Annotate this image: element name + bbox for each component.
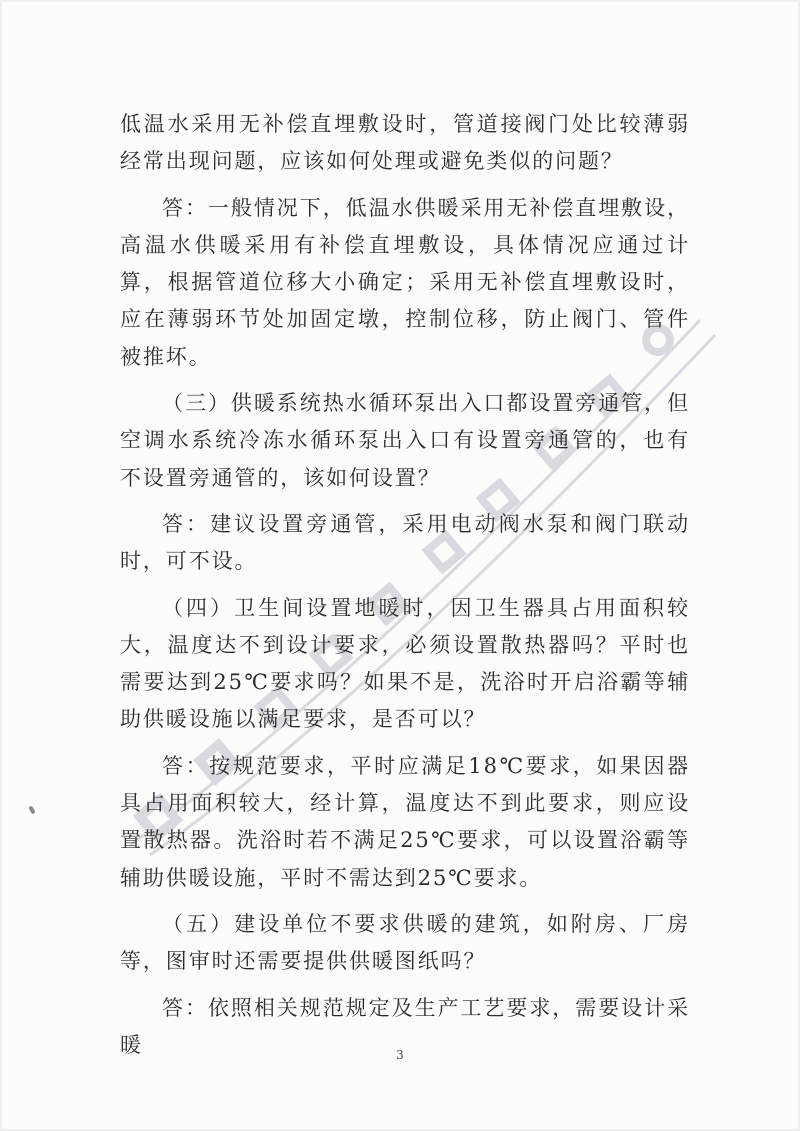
scan-speck [28,806,35,815]
answer-paragraph: 答：建议设置旁通管，采用电动阀水泵和阀门联动时，可不设。 [120,511,690,574]
question-paragraph: （五）建设单位不要求供暖的建筑，如附房、厂房等，图审时还需要提供供暖图纸吗？ [120,911,690,974]
answer-paragraph: 答：一般情况下，低温水供暖采用无补偿直埋敷设，高温水供暖采用有补偿直埋敷设，具体情况应通过计算，根据管道位移大小确定；采用无补偿直埋敷设时，应在薄弱环节处加固定墩，控制位移，防止阀门、管件被推坏。 [120,195,690,369]
document-body [120,106,690,1064]
question-paragraph: （三）供暖系统热水循环泵出入口都设置旁通管，但空调水系统冷冻水循环泵出入口有设置旁通管的，也有不设置旁通管的，该如何设置？ [120,391,690,490]
question-paragraph: （四）卫生间设置地暖时，因卫生器具占用面积较大，温度达不到设计要求，必须设置散热器吗？平时也需要达到25℃要求吗？如果不是，洗浴时开启浴霸等辅助供暖设施以满足要求，是否可以？ [120,595,690,732]
page-number: 3 [396,1048,404,1062]
answer-paragraph: 答：依照相关规范规定及生产工艺要求，需要设计采暖 [120,995,690,1057]
answer-paragraph: 答：按规范要求，平时应满足18℃要求，如果因器具占用面积较大，经计算，温度达不到此要求，则应设置散热器。洗浴时若不满足25℃要求，可以设置浴霸等辅助供暖设施，平时不需达到25℃要求。 [120,753,690,890]
question-continuation: 低温水采用无补偿直埋敷设时，管道接阀门处比较薄弱经常出现问题，应该如何处理或避免类似的问题？ [120,112,690,174]
